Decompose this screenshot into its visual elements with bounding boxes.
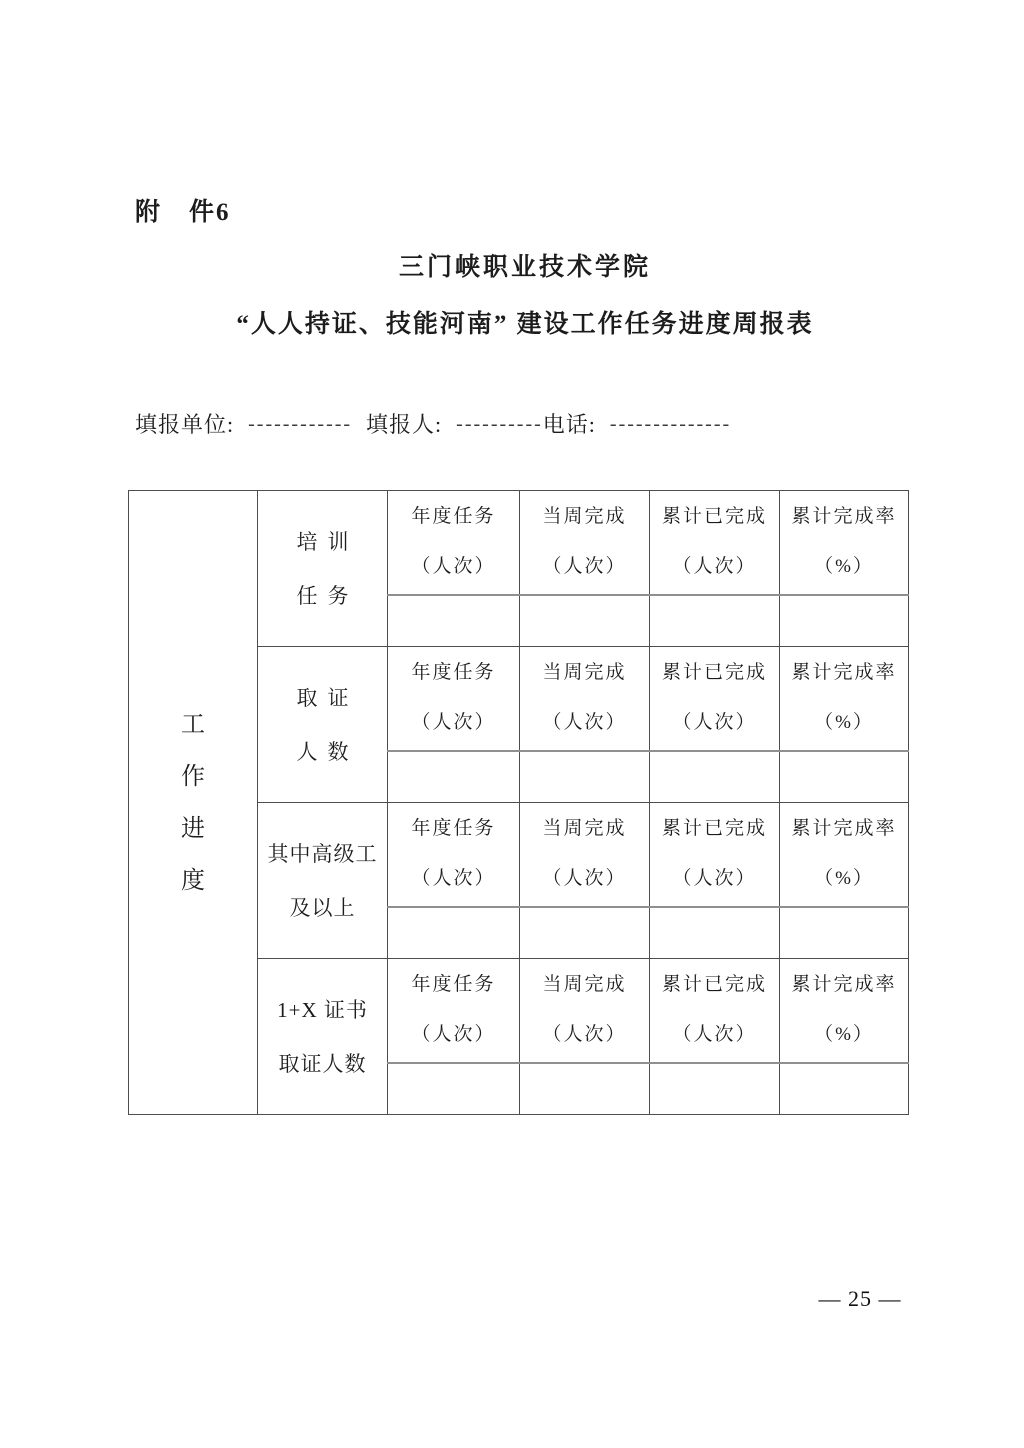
empty-data-cell xyxy=(650,1063,780,1115)
page-subtitle: “人人持证、技能河南” 建设工作任务进度周报表 xyxy=(236,311,814,338)
reporting-unit-label: 填报单位: xyxy=(135,412,235,437)
side-char: 作 xyxy=(181,763,205,790)
empty-data-cell xyxy=(520,751,650,803)
col-header-cumulative-completed: 累计已完成 （人次） xyxy=(650,959,780,1063)
col-header-cumulative-completed: 累计已完成 （人次） xyxy=(650,803,780,907)
col-header-completion-rate: 累计完成率 （%） xyxy=(780,647,909,751)
page-title: 三门峡职业技术学院 xyxy=(398,254,651,281)
group-label-line: 取证 xyxy=(296,685,359,710)
empty-data-cell xyxy=(650,907,780,959)
phone-blank: -------------- xyxy=(609,413,732,435)
col-header-completion-rate: 累计完成率 （%） xyxy=(780,959,909,1063)
col-header-annual-task: 年度任务 （人次） xyxy=(388,491,520,595)
empty-data-cell xyxy=(388,751,520,803)
row-group-label-1x-certificate xyxy=(258,959,388,1115)
empty-data-cell xyxy=(520,1063,650,1115)
reporting-unit-blank: ------------ xyxy=(248,413,353,435)
form-fields-line xyxy=(135,408,895,439)
empty-data-cell xyxy=(520,595,650,647)
row-group-label-certified-count xyxy=(258,647,388,803)
reporting-person-blank: ---------- xyxy=(456,413,543,435)
progress-table xyxy=(128,490,909,1115)
side-header-vertical-text xyxy=(129,699,257,907)
attachment-label: 附 件6 xyxy=(135,199,231,226)
col-header-annual-task: 年度任务 （人次） xyxy=(388,959,520,1063)
group-label-line: 1+X 证书 xyxy=(277,997,368,1022)
side-char: 度 xyxy=(181,867,205,894)
group-label-line: 任务 xyxy=(296,583,359,608)
col-header-completion-rate: 累计完成率 （%） xyxy=(780,803,909,907)
group-label-line: 取证人数 xyxy=(278,1051,367,1076)
col-header-completion-rate: 累计完成率 （%） xyxy=(780,491,909,595)
empty-data-cell xyxy=(780,751,909,803)
empty-data-cell xyxy=(388,595,520,647)
empty-data-cell xyxy=(650,595,780,647)
page-number: — 25 — xyxy=(818,1286,902,1311)
col-header-annual-task: 年度任务 （人次） xyxy=(388,803,520,907)
reporting-person-label: 填报人: xyxy=(366,412,443,437)
col-header-week-completed: 当周完成 （人次） xyxy=(520,491,650,595)
empty-data-cell xyxy=(780,595,909,647)
group-label-line: 人数 xyxy=(296,739,359,764)
empty-data-cell xyxy=(780,907,909,959)
col-header-annual-task: 年度任务 （人次） xyxy=(388,647,520,751)
empty-data-cell xyxy=(650,751,780,803)
empty-data-cell xyxy=(780,1063,909,1115)
col-header-week-completed: 当周完成 （人次） xyxy=(520,959,650,1063)
empty-data-cell xyxy=(388,907,520,959)
phone-label: 电话: xyxy=(542,412,596,437)
side-char: 进 xyxy=(181,815,205,842)
col-header-cumulative-completed: 累计已完成 （人次） xyxy=(650,491,780,595)
side-char: 工 xyxy=(181,711,205,738)
col-header-cumulative-completed: 累计已完成 （人次） xyxy=(650,647,780,751)
group-label-line: 培训 xyxy=(296,529,359,554)
col-header-week-completed: 当周完成 （人次） xyxy=(520,647,650,751)
row-group-label-training-task xyxy=(258,491,388,647)
side-header-work-progress xyxy=(129,491,258,1115)
empty-data-cell xyxy=(388,1063,520,1115)
col-header-week-completed: 当周完成 （人次） xyxy=(520,803,650,907)
row-group-label-senior-worker xyxy=(258,803,388,959)
group-label-line: 其中高级工 xyxy=(267,841,378,866)
empty-data-cell xyxy=(520,907,650,959)
group-label-line: 及以上 xyxy=(289,895,356,920)
